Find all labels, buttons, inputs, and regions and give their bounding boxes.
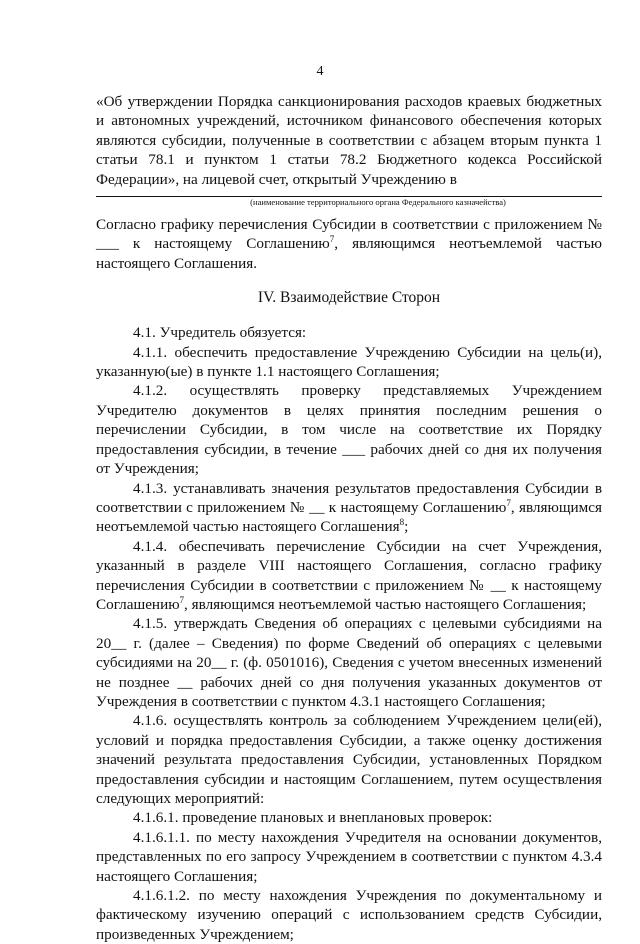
footnote-ref: 8: [399, 517, 405, 528]
clause-4-1-1: 4.1.1. обеспечить предоставление Учреждению Субсидии на цель(и), указанную(ые) в пункте 1.1 настоящего Соглашения;: [96, 343, 602, 381]
footnote-ref: 7: [179, 594, 185, 605]
clause-4-1-5: 4.1.5. утверждать Сведения об операциях с целевыми субсидиями на 20__ г. (далее – Сведения) по форме Сведений об операциях с целевыми субсидиями на 20__ г. (ф. 0501016), Сведения с учетом внесенных изменений не позднее __ рабочих дней со дня получения указанных документов от Учреждения в соответствии с пунктом 4.3.1 настоящего Соглашения;: [96, 615, 602, 710]
clause-4-1-3: 4.1.3. устанавливать значения результатов предоставления Субсидии в соответствии с приложением № __ к настоящему Соглашению$^7$, являющимся неотъемлемой частью настоящего Соглашения$^8$;: [96, 479, 602, 536]
clause-4-1-6-1-2: 4.1.6.1.2. по месту нахождения Учреждения по документальному и фактическому изучению операций с использованием средств Субсидии, произведенных Учреждением;: [96, 887, 602, 943]
fill-in-rule: [96, 196, 602, 208]
intro-paragraph: «Об утверждении Порядка санкционирования расходов краевых бюджетных и автономных учреждений, источником финансового обеспечения которых являются субсидии, полученные в соответствии с абзацем вторым пункта 1 статьи 78.1 и пунктом 1 статьи 78.2 Бюджетного кодекса Российской Федерации», на лицевой счет, открытый Учреждению в: [96, 93, 602, 188]
clause-4-1: 4.1. Учредитель обязуется:: [133, 324, 307, 342]
section-heading: IV. Взаимодействие Сторон: [257, 289, 441, 307]
clause-4-1-6-1: 4.1.6.1. проведение плановых и внеплановых проверок:: [133, 809, 493, 827]
page-number: 4: [316, 64, 324, 79]
clause-4-1-4: 4.1.4. обеспечивать перечисление Субсидии на счет Учреждения, указанный в разделе VIII настоящего Соглашения, согласно графику перечисления Субсидии в соответствии с приложением № __ к настоящему Соглашению$^7$, являющимся неотъемлемой частью настоящего Соглашения;: [96, 537, 602, 613]
document-body: [96, 92, 602, 944]
schedule-paragraph: Согласно графику перечисления Субсидии в соответствии с приложением № ___ к настоящему Соглашению$^7$, являющимся неотъемлемой частью настоящего Соглашения.: [96, 216, 602, 272]
clause-4-1-6-1-1: 4.1.6.1.1. по месту нахождения Учредителя на основании документов, представленных по его запросу Учреждением в соответствии с пунктом 4.3.4 настоящего Соглашения;: [96, 828, 602, 885]
clause-4-1-2: 4.1.2. осуществлять проверку представляемых Учреждением Учредителю документов в целях принятия последним решения о перечислении Субсидии, в том числе на соответствие их Порядку предоставления субсидии, в течение ___ рабочих дней со дня их получения от Учреждения;: [96, 382, 602, 478]
footnote-ref: 7: [329, 234, 335, 245]
clause-4-1-6: 4.1.6. осуществлять контроль за соблюдением Учреждением цели(ей), условий и порядка предоставления Субсидии, а также оценку достижения значений результата предоставления Субсидии, установленных Порядком предоставления субсидии и настоящим Соглашением, путем осуществления следующих мероприятий:: [96, 712, 602, 807]
rule-caption: (наименование территориального органа Федерального казначейства): [250, 197, 506, 208]
footnote-ref: 7: [506, 497, 511, 508]
